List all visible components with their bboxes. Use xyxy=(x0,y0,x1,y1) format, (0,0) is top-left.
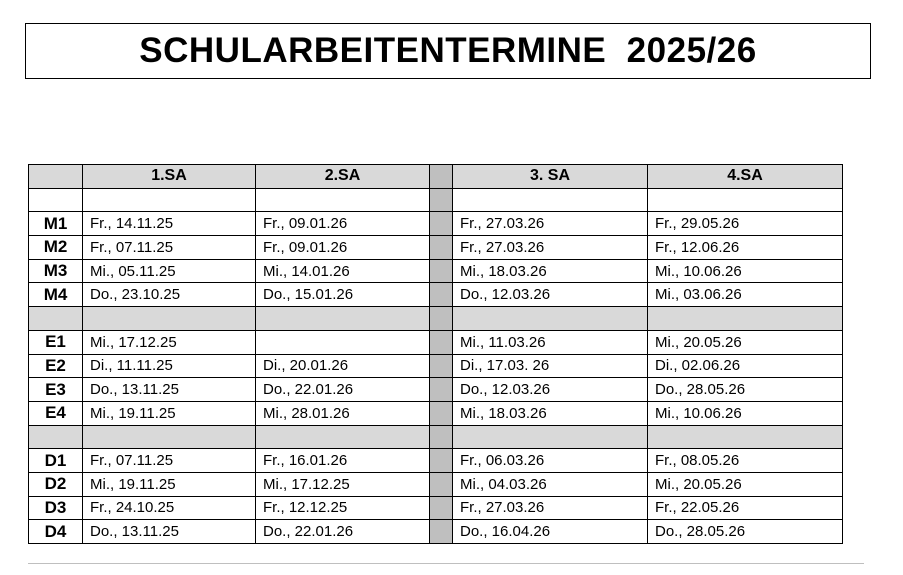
class-label: E4 xyxy=(29,401,83,425)
date-cell-1sa: Mi., 19.11.25 xyxy=(83,401,256,425)
date-cell-3sa: Fr., 27.03.26 xyxy=(453,212,648,236)
date-cell-1sa: Mi., 19.11.25 xyxy=(83,472,256,496)
date-cell-2sa: Do., 22.01.26 xyxy=(256,520,430,544)
date-cell-1sa: Mi., 17.12.25 xyxy=(83,330,256,354)
class-label: E1 xyxy=(29,330,83,354)
class-label: M3 xyxy=(29,259,83,283)
table-row xyxy=(29,449,843,473)
date-cell-3sa: Mi., 18.03.26 xyxy=(453,401,648,425)
class-label: M4 xyxy=(29,283,83,307)
date-cell-4sa: Do., 28.05.26 xyxy=(648,378,843,402)
date-cell-1sa: Mi., 05.11.25 xyxy=(83,259,256,283)
table-row xyxy=(29,212,843,236)
date-cell-3sa: Mi., 11.03.26 xyxy=(453,330,648,354)
class-label: D3 xyxy=(29,496,83,520)
date-cell-2sa: Fr., 09.01.26 xyxy=(256,236,430,260)
empty-cell xyxy=(29,307,83,331)
date-cell-2sa: Fr., 16.01.26 xyxy=(256,449,430,473)
divider-line xyxy=(28,563,864,564)
table-row xyxy=(29,520,843,544)
date-cell-3sa: Fr., 27.03.26 xyxy=(453,496,648,520)
class-label: E3 xyxy=(29,378,83,402)
date-cell-4sa: Mi., 03.06.26 xyxy=(648,283,843,307)
date-cell-4sa: Mi., 10.06.26 xyxy=(648,259,843,283)
group-separator-row xyxy=(29,307,843,331)
date-cell-4sa: Mi., 20.05.26 xyxy=(648,330,843,354)
separator-cell xyxy=(430,401,453,425)
column-header-4sa: 4.SA xyxy=(648,165,843,189)
date-cell-3sa: Mi., 04.03.26 xyxy=(453,472,648,496)
date-cell-2sa: Mi., 14.01.26 xyxy=(256,259,430,283)
date-cell-3sa: Do., 16.04.26 xyxy=(453,520,648,544)
date-cell-3sa: Do., 12.03.26 xyxy=(453,378,648,402)
table-row xyxy=(29,472,843,496)
separator-cell xyxy=(430,520,453,544)
separator-cell xyxy=(430,496,453,520)
column-header-2sa: 2.SA xyxy=(256,165,430,189)
title-box xyxy=(25,23,871,79)
date-cell-3sa: Fr., 06.03.26 xyxy=(453,449,648,473)
empty-cell xyxy=(453,307,648,331)
table-row xyxy=(29,354,843,378)
date-cell-2sa: Di., 20.01.26 xyxy=(256,354,430,378)
date-cell-4sa: Fr., 12.06.26 xyxy=(648,236,843,260)
date-cell-3sa: Fr., 27.03.26 xyxy=(453,236,648,260)
separator-cell xyxy=(430,378,453,402)
class-label: E2 xyxy=(29,354,83,378)
date-cell-3sa: Do., 12.03.26 xyxy=(453,283,648,307)
empty-cell xyxy=(83,188,256,212)
separator-cell xyxy=(430,425,453,449)
date-cell-2sa: Mi., 28.01.26 xyxy=(256,401,430,425)
separator-cell xyxy=(430,307,453,331)
empty-cell xyxy=(83,307,256,331)
date-cell-2sa xyxy=(256,330,430,354)
date-cell-1sa: Do., 13.11.25 xyxy=(83,378,256,402)
separator-cell xyxy=(430,259,453,283)
date-cell-1sa: Fr., 07.11.25 xyxy=(83,236,256,260)
empty-cell xyxy=(29,188,83,212)
date-cell-3sa: Mi., 18.03.26 xyxy=(453,259,648,283)
empty-cell xyxy=(453,425,648,449)
group-separator-row xyxy=(29,425,843,449)
class-label: D2 xyxy=(29,472,83,496)
class-label: M1 xyxy=(29,212,83,236)
empty-cell xyxy=(256,425,430,449)
schedule-table xyxy=(28,164,843,544)
separator-cell xyxy=(430,330,453,354)
separator-cell xyxy=(430,449,453,473)
date-cell-4sa: Di., 02.06.26 xyxy=(648,354,843,378)
date-cell-4sa: Mi., 20.05.26 xyxy=(648,472,843,496)
date-cell-4sa: Fr., 22.05.26 xyxy=(648,496,843,520)
table-row xyxy=(29,283,843,307)
class-label: D1 xyxy=(29,449,83,473)
date-cell-4sa: Mi., 10.06.26 xyxy=(648,401,843,425)
table-row xyxy=(29,496,843,520)
date-cell-1sa: Di., 11.11.25 xyxy=(83,354,256,378)
date-cell-1sa: Fr., 24.10.25 xyxy=(83,496,256,520)
separator-cell xyxy=(430,188,453,212)
empty-cell xyxy=(648,307,843,331)
date-cell-2sa: Do., 15.01.26 xyxy=(256,283,430,307)
date-cell-1sa: Fr., 07.11.25 xyxy=(83,449,256,473)
date-cell-1sa: Do., 13.11.25 xyxy=(83,520,256,544)
schedule-body xyxy=(29,188,843,543)
class-label: M2 xyxy=(29,236,83,260)
empty-cell xyxy=(648,425,843,449)
empty-cell xyxy=(29,425,83,449)
date-cell-2sa: Fr., 12.12.25 xyxy=(256,496,430,520)
empty-cell xyxy=(453,188,648,212)
date-cell-1sa: Fr., 14.11.25 xyxy=(83,212,256,236)
separator-cell xyxy=(430,236,453,260)
date-cell-2sa: Do., 22.01.26 xyxy=(256,378,430,402)
table-row xyxy=(29,236,843,260)
separator-cell xyxy=(430,354,453,378)
separator-cell xyxy=(430,212,453,236)
date-cell-1sa: Do., 23.10.25 xyxy=(83,283,256,307)
date-cell-2sa: Mi., 17.12.25 xyxy=(256,472,430,496)
class-label: D4 xyxy=(29,520,83,544)
date-cell-4sa: Do., 28.05.26 xyxy=(648,520,843,544)
empty-cell xyxy=(256,307,430,331)
empty-cell xyxy=(83,425,256,449)
separator-cell xyxy=(430,165,453,189)
table-row xyxy=(29,401,843,425)
page-title: SCHULARBEITENTERMINE 2025/26 xyxy=(139,31,757,70)
separator-cell xyxy=(430,472,453,496)
corner-cell xyxy=(29,165,83,189)
blank-row xyxy=(29,188,843,212)
table-row xyxy=(29,259,843,283)
date-cell-2sa: Fr., 09.01.26 xyxy=(256,212,430,236)
separator-cell xyxy=(430,283,453,307)
column-header-1sa: 1.SA xyxy=(83,165,256,189)
table-row xyxy=(29,378,843,402)
column-header-3sa: 3. SA xyxy=(453,165,648,189)
date-cell-3sa: Di., 17.03. 26 xyxy=(453,354,648,378)
empty-cell xyxy=(256,188,430,212)
table-row xyxy=(29,330,843,354)
header-row xyxy=(29,165,843,189)
date-cell-4sa: Fr., 29.05.26 xyxy=(648,212,843,236)
date-cell-4sa: Fr., 08.05.26 xyxy=(648,449,843,473)
empty-cell xyxy=(648,188,843,212)
